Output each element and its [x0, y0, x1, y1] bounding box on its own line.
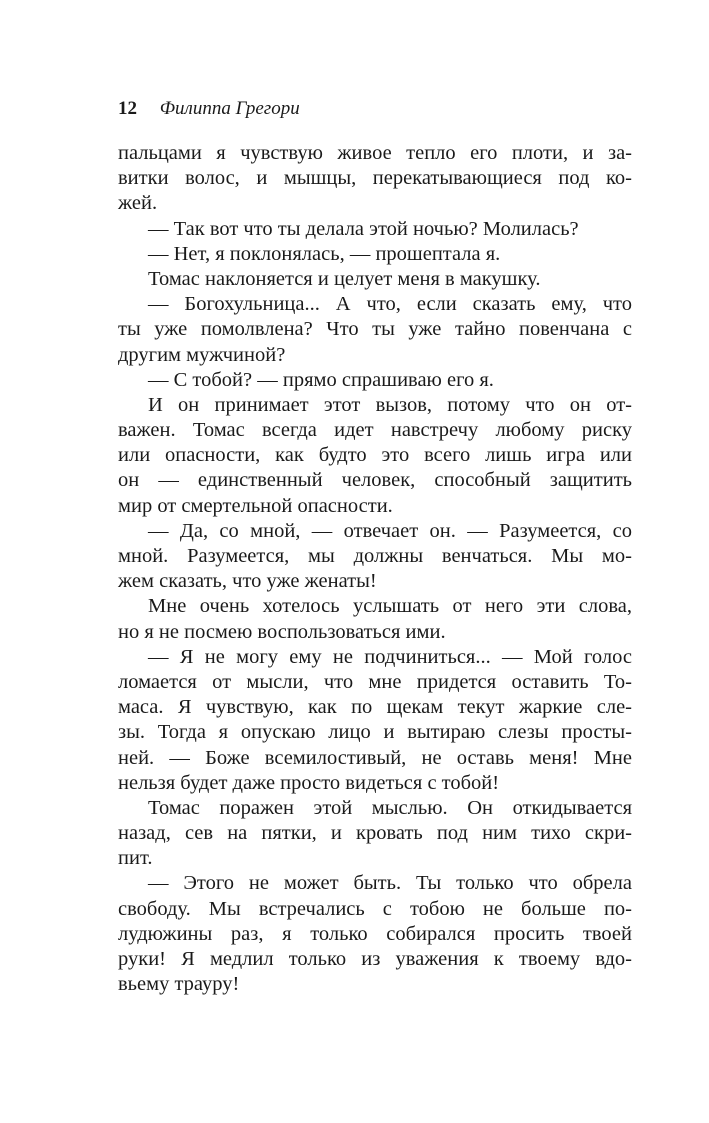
text-line: пит.: [118, 847, 153, 870]
text-line: назад, сев на пятки, и кровать под ним тихо скри-: [118, 822, 632, 845]
text-line: — Нет, я поклонялась, — прошептала я.: [148, 242, 501, 265]
text-line: — Да, со мной, — отвечает он. — Разумеется, со: [148, 519, 632, 542]
text-line: другим мужчиной?: [118, 343, 286, 366]
text-line: ломается от мысли, что мне придется оставить То-: [118, 670, 632, 693]
text-line: жем сказать, что уже женаты!: [118, 570, 377, 593]
text-line: — Я не могу ему не подчиниться... — Мой голос: [148, 645, 632, 668]
text-line: ты уже помолвлена? Что ты уже тайно повенчана с: [118, 318, 632, 341]
running-head-author: Филиппа Грегори: [159, 98, 300, 119]
text-line: пальцами я чувствую живое тепло его плоти, и за-: [118, 142, 632, 164]
text-line: — Богохульница... А что, если сказать ему, что: [148, 293, 632, 316]
text-line: — Этого не может быть. Ты только что обрела: [148, 872, 632, 895]
text-line: нельзя будет даже просто видеться с тобой!: [118, 771, 500, 794]
text-line: маса. Я чувствую, как по щекам текут жаркие сле-: [118, 696, 632, 719]
running-head: [118, 97, 300, 121]
text-line: Томас наклоняется и целует меня в макушку.: [148, 267, 541, 290]
text-line: ней. — Боже всемилостивый, не оставь меня! Мне: [118, 746, 632, 769]
text-line: свободу. Мы встречались с тобою не больше по-: [118, 897, 632, 920]
text-line: вьему трауру!: [118, 973, 240, 996]
text-line: — Так вот что ты делала этой ночью? Молилась?: [148, 217, 579, 240]
body-text: [118, 141, 632, 997]
text-line: но я не посмею воспользоваться ими.: [118, 620, 446, 643]
text-line: — С тобой? — прямо спрашиваю его я.: [148, 368, 494, 391]
text-line: важен. Томас всегда идет навстречу любому риску: [118, 419, 632, 442]
text-line: Мне очень хотелось услышать от него эти слова,: [148, 595, 632, 618]
text-line: лудюжины раз, я только собирался просить твоей: [118, 922, 632, 945]
text-line: или опасности, как будто это всего лишь игра или: [118, 444, 632, 467]
text-line: руки! Я медлил только из уважения к твоему вдо-: [118, 948, 632, 970]
text-line: витки волос, и мышцы, перекатывающиеся под ко-: [118, 167, 632, 190]
text-line: мной. Разумеется, мы должны венчаться. Мы мо-: [118, 545, 632, 567]
text-line: зы. Тогда я опускаю лицо и вытираю слезы просты-: [118, 721, 632, 744]
text-line: он — единственный человек, способный защитить: [118, 469, 632, 492]
page-number: 12: [118, 98, 137, 119]
text-line: Томас поражен этой мыслью. Он откидывается: [148, 796, 632, 819]
text-line: мир от смертельной опасности.: [118, 494, 393, 517]
text-line: жей.: [118, 192, 158, 215]
text-line: И он принимает этот вызов, потому что он от-: [148, 393, 632, 416]
